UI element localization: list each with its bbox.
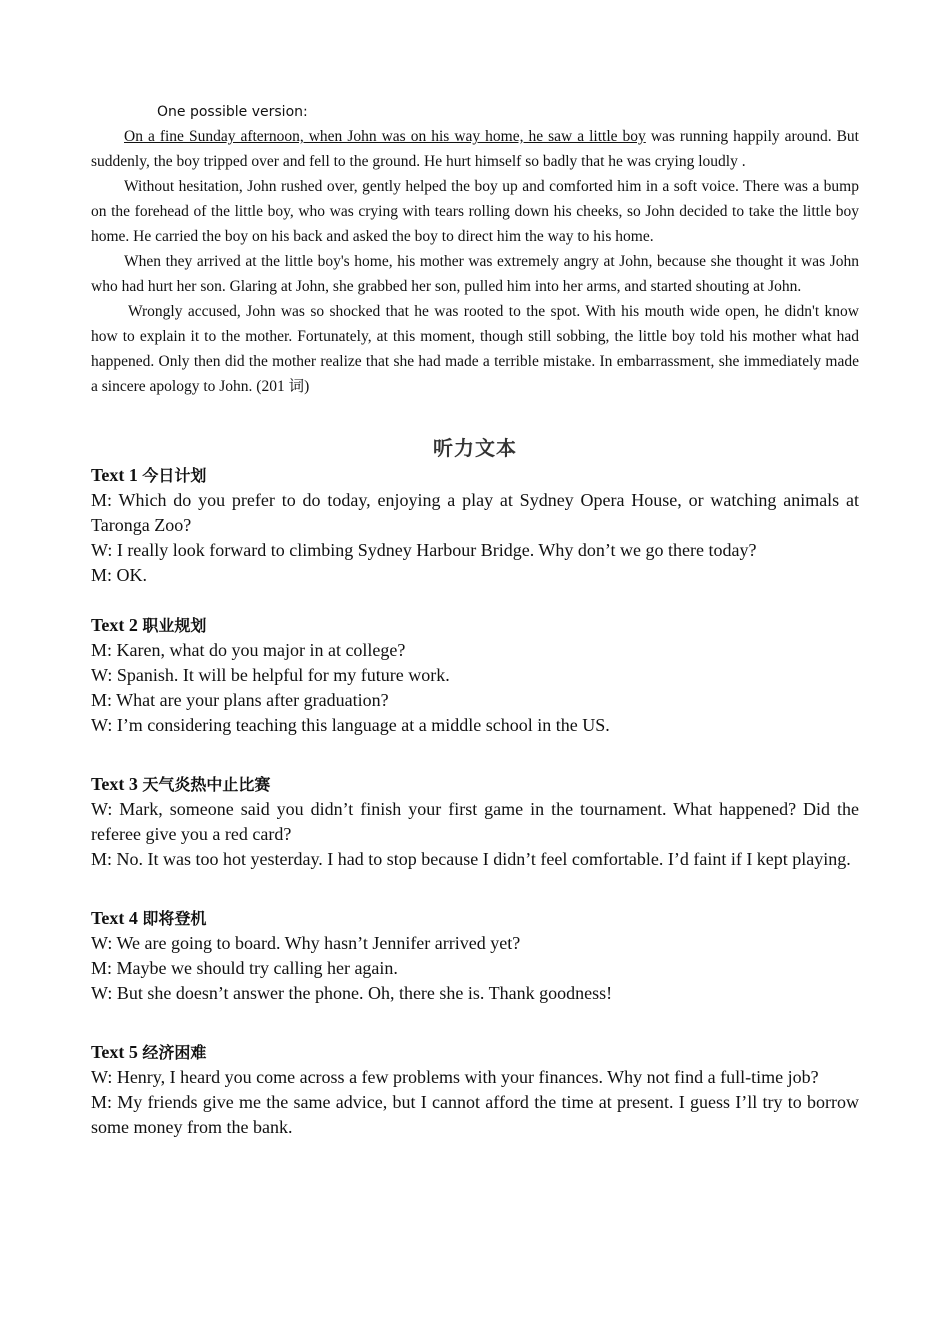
listening-text-5 <box>91 1040 859 1140</box>
essay-paragraph-2: Without hesitation, John rushed over, gently helped the boy up and comforted him in a soft voice. There was a bump on the forehead of the little boy, who was crying with tears rolling down his cheeks, so John decided to take the little boy home. He carried the boy on his back and asked the boy to direct him the way to his home. <box>91 178 859 245</box>
text-heading <box>91 463 859 488</box>
dialogue-line: W: I’m considering teaching this language at a middle school in the US. <box>91 715 610 735</box>
dialogue-line: M: What are your plans after graduation? <box>91 690 389 710</box>
listening-text-2 <box>91 613 859 738</box>
essay-paragraph-3: When they arrived at the little boy's home, his mother was extremely angry at John, because she thought it was John who had hurt her son. Glaring at John, she grabbed her son, pulled him into her arms, and started shouting at John. <box>91 253 859 295</box>
dialogue-line: W: But she doesn’t answer the phone. Oh, there she is. Thank goodness! <box>91 983 613 1003</box>
text-heading <box>91 613 859 638</box>
spacer <box>91 1006 859 1040</box>
paragraph-1-rest: was running happily around. But suddenly, the boy tripped over and fell to the ground. He hurt himself so badly that he was crying loudly . <box>91 128 859 170</box>
listening-text-4 <box>91 906 859 1006</box>
dialogue-line: M: OK. <box>91 565 148 585</box>
text-topic: 天气炎热中止比赛 <box>142 775 271 794</box>
text-topic: 经济困难 <box>142 1043 207 1062</box>
dialogue-line: W: Mark, someone said you didn’t finish your first game in the tournament. What happened? Did the referee give you a red card? <box>91 799 859 844</box>
underlined-opening: On a fine Sunday afternoon, when John was on his way home, he saw a little boy <box>124 128 646 145</box>
dialogue-line: W: We are going to board. Why hasn’t Jennifer arrived yet? <box>91 933 521 953</box>
text-heading <box>91 772 859 797</box>
dialogue-line: W: Spanish. It will be helpful for my future work. <box>91 665 450 685</box>
text-topic: 即将登机 <box>142 909 207 928</box>
dialogue-line: M: Karen, what do you major in at college? <box>91 640 406 660</box>
text-label: Text 4 <box>91 908 143 928</box>
document-page <box>91 100 859 1140</box>
text-topic: 今日计划 <box>142 466 207 485</box>
text-heading <box>91 906 859 931</box>
essay-paragraph-4: Wrongly accused, John was so shocked that he was rooted to the spot. With his mouth wide open, he didn't know how to explain it to the mother. Fortunately, at this moment, though still sobbing, the little boy told his mother what had happened. Only then did the mother realize that she had made a terrible mistake. In embarrassment, she immediately made a sincere apology to John. (201 词) <box>91 303 859 395</box>
dialogue-line: M: No. It was too hot yesterday. I had to stop because I didn’t feel comfortable. I’d faint if I kept playing. <box>91 849 851 869</box>
essay-paragraph-1 <box>91 124 859 174</box>
listening-text-3 <box>91 772 859 872</box>
spacer <box>91 738 859 772</box>
text-label: Text 3 <box>91 774 143 794</box>
listening-text-1 <box>91 463 859 588</box>
text-label: Text 5 <box>91 1042 143 1062</box>
spacer <box>91 872 859 906</box>
dialogue-line: M: Which do you prefer to do today, enjoying a play at Sydney Opera House, or watching animals at Taronga Zoo? <box>91 490 859 535</box>
dialogue-line: M: Maybe we should try calling her again. <box>91 958 398 978</box>
dialogue-line: M: My friends give me the same advice, but I cannot afford the time at present. I guess I’ll try to borrow some money from the bank. <box>91 1092 859 1137</box>
listening-texts <box>91 463 859 1140</box>
listening-section-title: 听力文本 <box>433 436 517 460</box>
text-heading <box>91 1040 859 1065</box>
dialogue-line: W: I really look forward to climbing Sydney Harbour Bridge. Why don’t we go there today? <box>91 540 757 560</box>
text-topic: 职业规划 <box>142 616 207 635</box>
text-label: Text 1 <box>91 465 143 485</box>
spacer <box>91 588 859 613</box>
essay-section <box>91 100 859 399</box>
dialogue-line: W: Henry, I heard you come across a few problems with your finances. Why not find a full-time job? <box>91 1067 819 1087</box>
text-label: Text 2 <box>91 615 143 635</box>
essay-heading: One possible version: <box>157 104 308 120</box>
